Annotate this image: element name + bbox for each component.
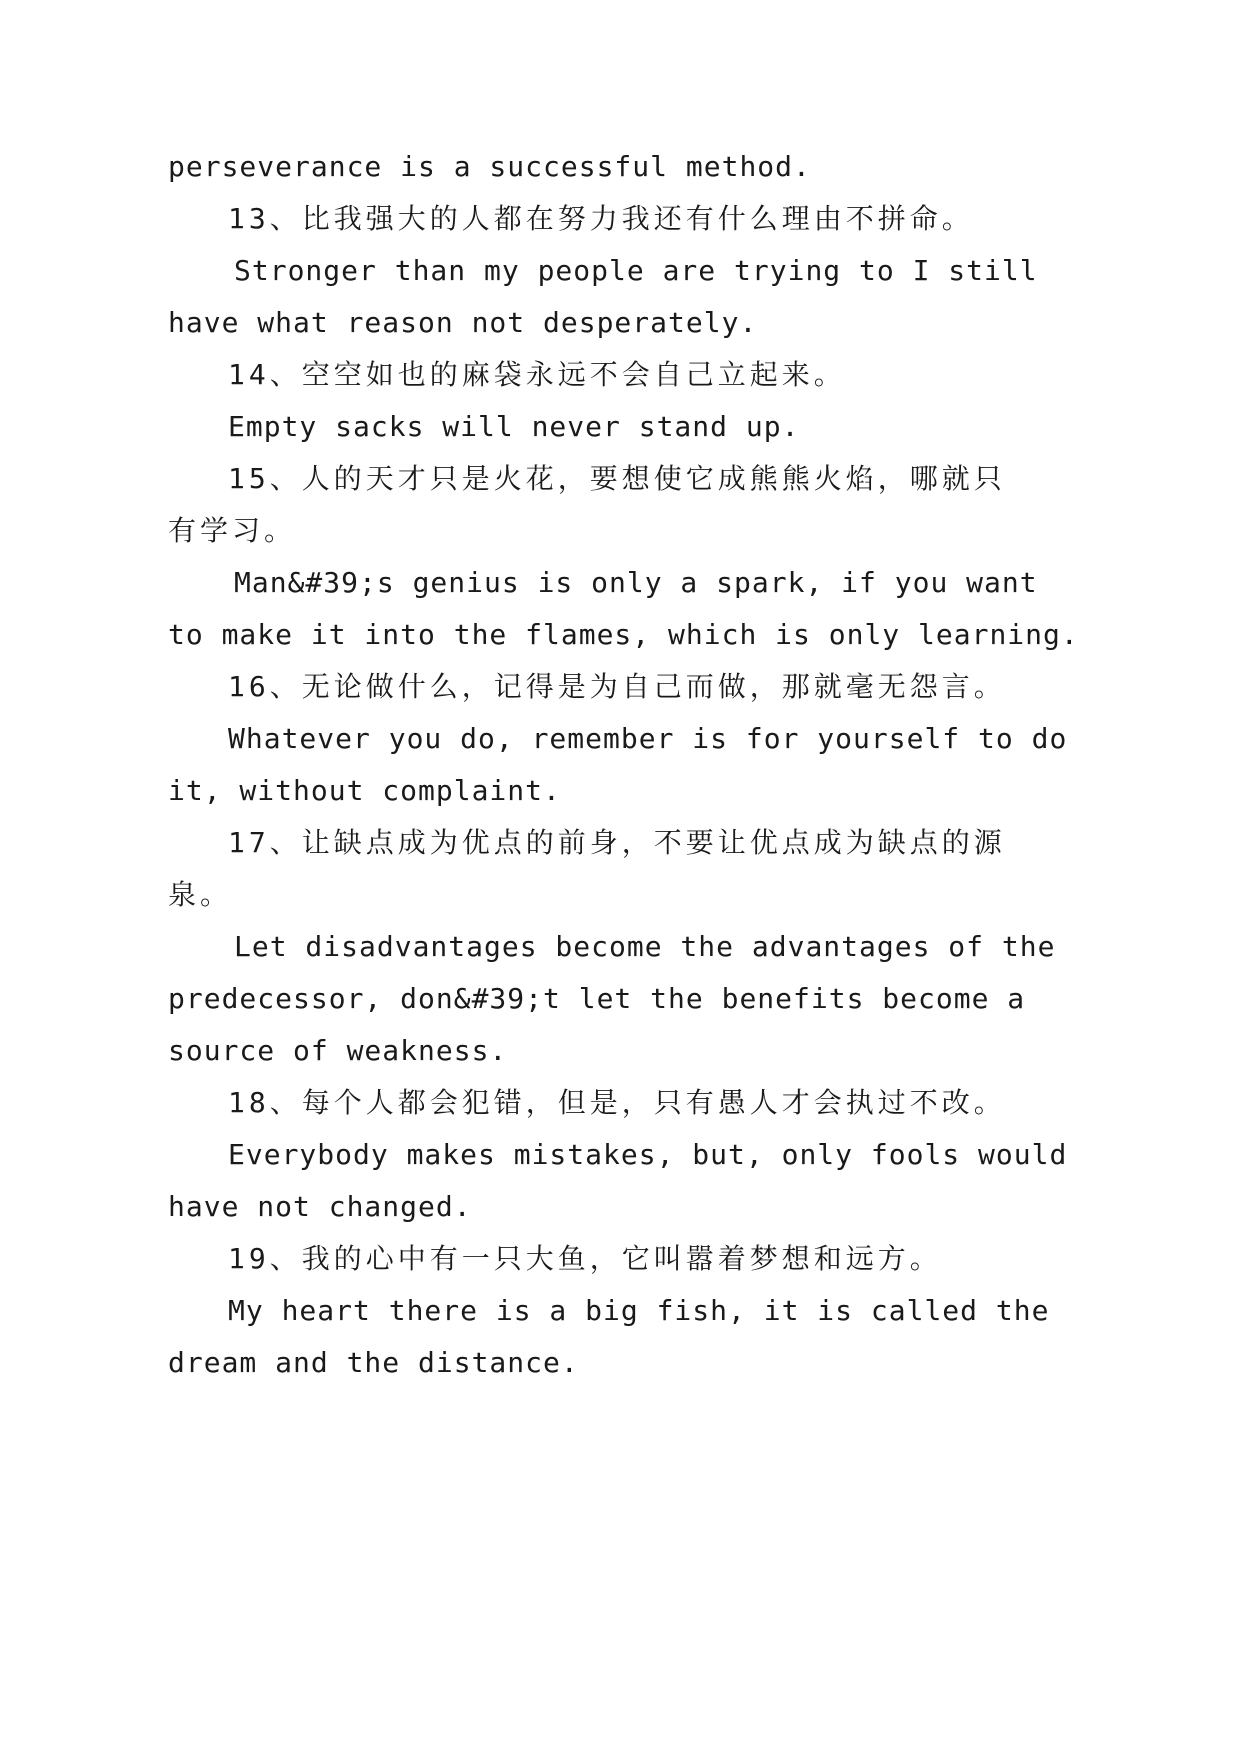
text-line: it, without complaint.	[168, 774, 561, 807]
quote-19-zh: 19、我的心中有一只大鱼，它叫嚣着梦想和远方。	[228, 1242, 942, 1275]
quote-18-en: Everybody makes mistakes, but, only fools would	[228, 1138, 1068, 1171]
quote-17-zh: 17、让缺点成为优点的前身，不要让优点成为缺点的源	[228, 826, 1006, 859]
quote-19-en: My heart there is a big fish, it is called the	[228, 1294, 1050, 1327]
text-line: perseverance is a successful method.	[168, 150, 811, 183]
text-line: have not changed.	[168, 1190, 472, 1223]
quote-17-en: Let disadvantages become the advantages of the	[234, 930, 1056, 963]
text-line: source of weakness.	[168, 1034, 508, 1067]
text-line: 泉。	[168, 878, 233, 911]
text-line: predecessor, don&#39;t let the benefits become a	[168, 982, 1026, 1015]
quote-16-en: Whatever you do, remember is for yourself to do	[228, 722, 1068, 755]
quote-16-zh: 16、无论做什么，记得是为自己而做，那就毫无怨言。	[228, 670, 1006, 703]
text-line: 有学习。	[168, 514, 297, 547]
quote-14-en: Empty sacks will never stand up.	[228, 410, 800, 443]
quote-15-zh: 15、人的天才只是火花，要想使它成熊熊火焰，哪就只	[228, 462, 1006, 495]
text-line: dream and the distance.	[168, 1346, 579, 1379]
quote-13-en: Stronger than my people are trying to I still	[234, 254, 1038, 287]
quote-13-zh: 13、比我强大的人都在努力我还有什么理由不拼命。	[228, 202, 974, 235]
quote-18-zh: 18、每个人都会犯错，但是，只有愚人才会执过不改。	[228, 1086, 1006, 1119]
quote-15-en: Man&#39;s genius is only a spark, if you want	[234, 566, 1038, 599]
text-line: have what reason not desperately.	[168, 306, 758, 339]
quote-14-zh: 14、空空如也的麻袋永远不会自己立起来。	[228, 358, 846, 391]
text-line: to make it into the flames, which is only learning.	[168, 618, 1079, 651]
